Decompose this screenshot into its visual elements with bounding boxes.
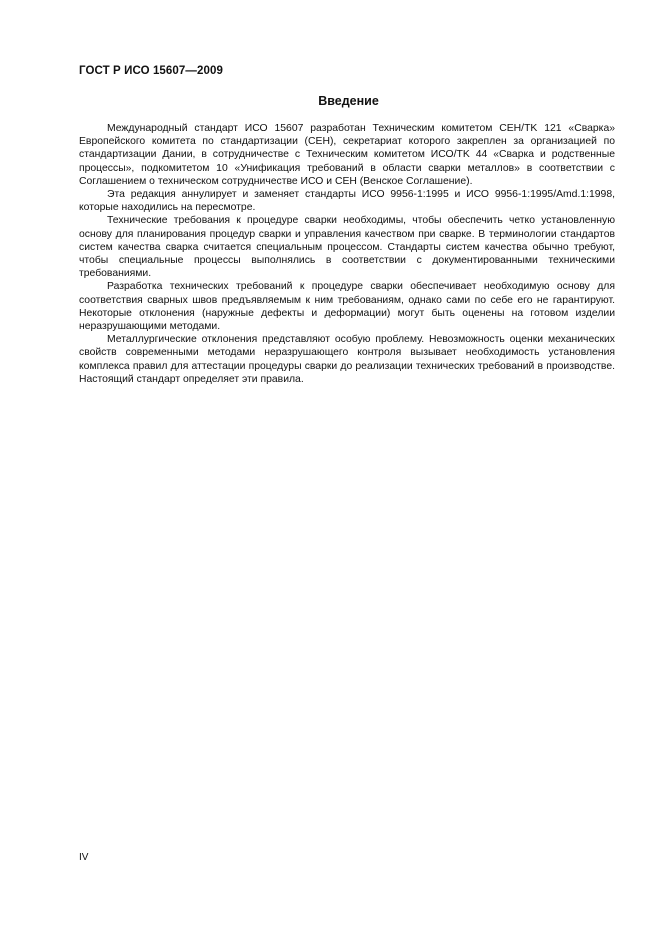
paragraph-2: Эта редакция аннулирует и заменяет стандарты ИСО 9956-1:1995 и ИСО 9956-1:1995/Amd.1:1998, которые находились на пересмотре. (79, 189, 615, 214)
page-number: IV (79, 852, 89, 863)
introduction-body (79, 122, 615, 386)
paragraph-4: Разработка технических требований к процедуре сварки обеспечивает необходимую основу для соответствия сварных швов предъявляемым к ним требованиям, однако сами по себе его не гарантируют. Некоторые отклонения (наружные дефекты и деформации) могут быть оценены на готовом изделии неразрушающими методами. (79, 281, 615, 333)
section-title: Введение (318, 94, 379, 108)
paragraph-3: Технические требования к процедуре сварки необходимы, чтобы обеспечить четко установленную основу для планирования процедур сварки и управления качеством при сварке. В терминологии стандартов систем качества сварка считается специальным процессом. Стандарты систем качества обычно требуют, чтобы специальные процессы выполнялись в соответствии с документированными техническими требованиями. (79, 215, 615, 280)
paragraph-5: Металлургические отклонения представляют особую проблему. Невозможность оценки механических свойств современными методами неразрушающего контроля вызывает необходимость установления комплекса правил для аттестации процедуры сварки до реализации технических требований в производстве. Настоящий стандарт определяет эти правила. (79, 334, 615, 385)
document-header-standard-id: ГОСТ Р ИСО 15607—2009 (79, 65, 224, 77)
paragraph-1: Международный стандарт ИСО 15607 разработан Техническим комитетом CEH/TK 121 «Сварка» Европейского комитета по стандартизации (CEH), секретариат которого закреплен за организацией по стандартизации Дании, в сотрудничестве с Техническим комитетом ИСО/TK 44 «Сварка и родственные процессы», подкомитетом 10 «Унификация требований в области сварки металлов» в соответствии с Соглашением о техническом сотрудничестве ИСО и CEH (Венское Соглашение). (79, 123, 615, 187)
